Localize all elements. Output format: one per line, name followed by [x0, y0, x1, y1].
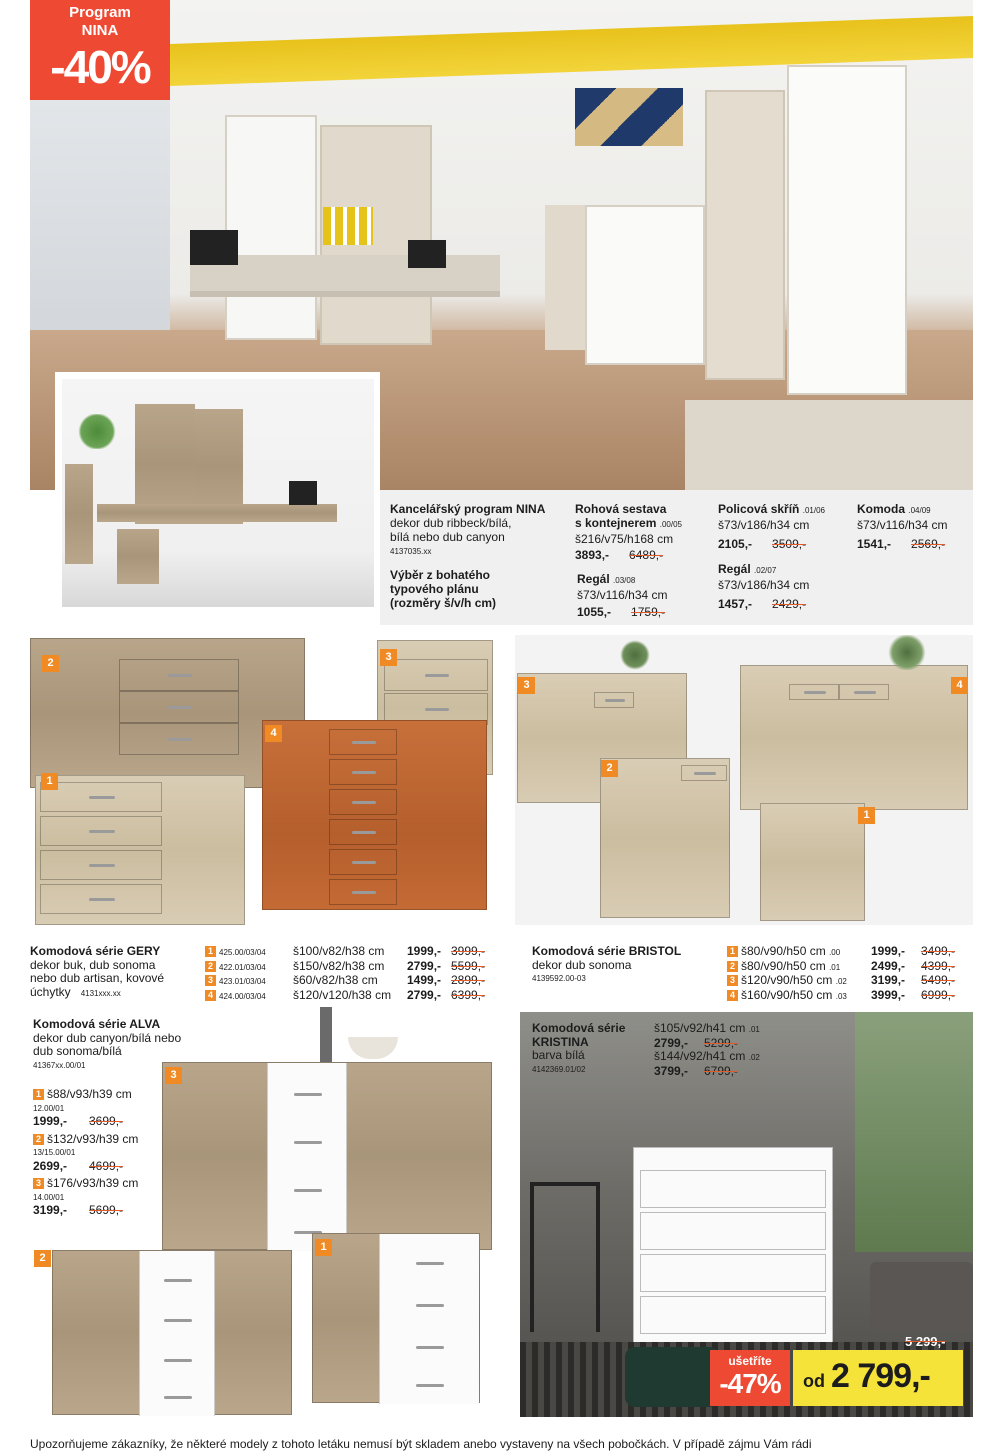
row-number: 2 — [205, 961, 216, 972]
bristol-desc: dekor dub sonoma — [532, 957, 632, 972]
kristina-old-big-price: 5 299,- — [905, 1334, 946, 1349]
item-name: Policová skříň — [718, 502, 800, 516]
window-green — [855, 1012, 973, 1252]
row-price: 3199,- — [33, 1203, 68, 1217]
badge-3: 3 — [518, 677, 535, 694]
item-price: 3893,- — [575, 548, 610, 562]
gery-row-1 — [205, 945, 495, 960]
row-dims: š160/v90/h50 cm — [741, 987, 833, 1002]
badge-1: 1 — [858, 807, 875, 824]
shelf-unit-2 — [545, 205, 587, 350]
nina-inset-photo — [55, 372, 380, 612]
cushion-green — [625, 1347, 720, 1407]
gery-row-2 — [205, 960, 495, 975]
gery2-drawer — [119, 723, 239, 755]
row-dims: š176/v93/h39 cm — [47, 1176, 139, 1190]
row-price: 2499,- — [871, 958, 906, 973]
savings-percent: -47% — [719, 1368, 781, 1399]
item-name: Rohová sestava — [575, 502, 667, 516]
alva3-drawer-column — [267, 1063, 347, 1251]
alva1-drawer-column — [379, 1234, 479, 1404]
row-price: 1999,- — [33, 1114, 68, 1128]
row-number: 4 — [205, 990, 216, 1001]
footer-note: Upozorňujeme zákazníky, že některé modely z tohoto letáku nemusí být skladem anebo vystaveny na všech pobočkách. V případě zájmu Vám rádi — [30, 1437, 812, 1451]
item-code: .02/07 — [754, 566, 777, 575]
row-number: 2 — [33, 1134, 44, 1145]
row-price: 1999,- — [407, 944, 442, 958]
bowl-decor — [348, 1037, 398, 1059]
row-price: 2699,- — [33, 1158, 68, 1173]
kristina-drawer — [640, 1296, 826, 1334]
bristol-cabinet-4 — [740, 665, 968, 810]
row-old: 6799,- — [704, 1063, 739, 1078]
bristol2-drawer — [681, 765, 727, 781]
plant-decor-2 — [887, 635, 927, 670]
row-code: .01 — [829, 962, 841, 972]
nina-item-policova — [718, 502, 858, 551]
item-dims: š73/v186/h34 cm — [718, 518, 810, 532]
badge-2: 2 — [601, 760, 618, 777]
row-code: 425.00/03/04 — [219, 948, 266, 957]
row-code: 424.00/03/04 — [219, 991, 266, 1001]
kristina-drawer — [640, 1254, 826, 1292]
gery-cabinet-4 — [262, 720, 487, 910]
inset-shelf-left — [65, 464, 93, 564]
row-price: 2799,- — [407, 987, 442, 1002]
nina-title: Kancelářský program NINA — [390, 502, 546, 516]
badge-1: 1 — [41, 773, 58, 790]
gery-cabinet-1 — [35, 775, 245, 925]
bristol-code: 4139592.00-03 — [532, 974, 586, 983]
big-price: 2 799,- — [831, 1357, 930, 1395]
wardrobe-white-left — [225, 115, 317, 340]
promo-line2: NINA — [81, 22, 119, 39]
item-old-price: 2429,- — [772, 597, 807, 611]
row-dims: š144/v92/h41 cm — [654, 1049, 746, 1063]
row-code: .00 — [829, 948, 841, 957]
row-dims: š132/v93/h39 cm — [47, 1131, 139, 1146]
gery3-drawer — [384, 659, 488, 691]
yellow-binders-1 — [323, 207, 373, 245]
row-dims: š80/v90/h50 cm — [741, 944, 826, 958]
bristol4-drawer — [839, 684, 889, 700]
row-price: 1999,- — [871, 944, 906, 958]
inset-desk — [97, 504, 337, 522]
alva2-drawer-column — [139, 1251, 215, 1416]
badge-2: 2 — [42, 655, 59, 672]
gery-text — [30, 945, 205, 1000]
gery-row-3 — [205, 974, 495, 989]
gery1-drawer — [40, 816, 162, 846]
row-old: 5599,- — [451, 958, 486, 973]
row-number: 3 — [33, 1178, 44, 1189]
nina-desc2: bílá nebo dub canyon — [390, 530, 505, 544]
row-price: 3799,- — [654, 1063, 689, 1078]
alva-cabinet-3 — [162, 1062, 492, 1250]
row-old: 3499,- — [921, 944, 956, 958]
item-name: Regál — [577, 572, 610, 586]
row-code: .01 — [748, 1025, 760, 1034]
badge-4: 4 — [265, 725, 282, 742]
nina-note2: typového plánu — [390, 582, 479, 596]
bristol4-drawer — [789, 684, 839, 700]
gery2-drawer — [119, 691, 239, 723]
badge-1: 1 — [315, 1239, 332, 1256]
gery-image — [30, 635, 500, 935]
row-old: 3699,- — [89, 1114, 124, 1128]
bristol-row-1 — [727, 945, 973, 960]
inset-plant — [77, 414, 117, 449]
laptop-1 — [190, 230, 238, 265]
ottoman — [870, 1262, 973, 1332]
gery4-drawer — [329, 789, 397, 815]
row-dims: š150/v82/h38 cm — [293, 958, 385, 973]
savings-badge — [710, 1350, 790, 1406]
nina-item-regal-2 — [718, 562, 858, 611]
item-name: Komoda — [857, 502, 905, 516]
bristol-title: Komodová série BRISTOL — [532, 944, 682, 958]
chair — [530, 1182, 600, 1332]
row-old: 2899,- — [451, 973, 486, 987]
row-number: 3 — [205, 975, 216, 986]
row-dims: š120/v90/h50 cm — [741, 973, 833, 987]
item-price: 1055,- — [577, 605, 612, 619]
gery-row-4 — [205, 989, 495, 1004]
row-old: 6399,- — [451, 987, 486, 1002]
row-price: 2799,- — [407, 958, 442, 973]
kristina-drawer — [640, 1212, 826, 1250]
row-dims: š60/v82/h38 cm — [293, 973, 378, 987]
item-price: 1541,- — [857, 537, 892, 551]
row-number: 3 — [727, 975, 738, 986]
row-old: 5299,- — [704, 1035, 739, 1050]
row-old: 4699,- — [89, 1158, 124, 1173]
row-code: .02 — [748, 1053, 760, 1062]
inset-laptop — [289, 481, 317, 505]
kristina-title1: Komodová série — [532, 1021, 626, 1035]
gery-title: Komodová série GERY — [30, 944, 161, 958]
row-code: 14.00/01 — [33, 1192, 65, 1202]
item-name2: s kontejnerem — [575, 516, 657, 530]
nina-item-corner — [575, 502, 715, 562]
bristol-cabinet-2 — [600, 758, 730, 918]
alva-cabinet-1 — [312, 1233, 480, 1403]
promo-line1: Program — [69, 4, 131, 21]
item-price: 2105,- — [718, 537, 753, 551]
row-number: 2 — [727, 961, 738, 972]
bristol3-drawer — [594, 692, 634, 708]
row-dims: š88/v93/h39 cm — [47, 1087, 132, 1101]
alva-title: Komodová série ALVA — [33, 1017, 161, 1031]
row-price: 3999,- — [871, 987, 906, 1002]
price-from-label: od — [803, 1371, 825, 1391]
kristina-chest — [633, 1147, 833, 1345]
nina-code: 4137035.xx — [390, 547, 432, 556]
kristina-text — [532, 1022, 652, 1076]
item-dims: š73/v116/h34 cm — [857, 518, 948, 532]
alva-desc1: dekor dub canyon/bílá nebo — [33, 1030, 182, 1045]
row-old: 3999,- — [451, 944, 486, 958]
gery-code: 4131xxx.xx — [80, 988, 121, 998]
bristol-row-3 — [727, 974, 973, 989]
alva-code: 41367xx.00/01 — [33, 1060, 86, 1070]
bristol-text — [532, 945, 722, 986]
bristol-row-4 — [727, 989, 973, 1004]
painting — [575, 88, 683, 146]
row-old: 4399,- — [921, 958, 956, 973]
item-price: 1457,- — [718, 597, 753, 611]
gery-desc1: dekor buk, dub sonoma — [30, 957, 156, 972]
corner-table — [685, 400, 973, 490]
nina-desc1: dekor dub ribbeck/bílá, — [390, 516, 512, 530]
row-code: 12.00/01 — [33, 1103, 65, 1113]
alva-image — [30, 1005, 510, 1415]
kristina-drawer — [640, 1170, 826, 1208]
promo-discount: -40% — [50, 41, 150, 93]
bristol-price-table — [727, 945, 973, 1003]
row-code: 422.01/03/04 — [219, 962, 266, 972]
alva-cabinet-2 — [52, 1250, 292, 1415]
row-number: 4 — [727, 990, 738, 1001]
gery-desc3: úchytky — [30, 984, 71, 999]
row-number: 1 — [727, 946, 738, 957]
nina-item-komoda — [857, 502, 972, 551]
gery1-drawer — [40, 782, 162, 812]
laptop-2 — [408, 240, 446, 268]
gery2-drawer — [119, 659, 239, 691]
row-code: 13/15.00/01 — [33, 1148, 76, 1157]
row-code: .02 — [835, 977, 847, 986]
row-number: 1 — [33, 1089, 44, 1100]
alva-desc2: dub sonoma/bílá — [33, 1044, 122, 1058]
gery-desc2: nebo dub artisan, kovové — [30, 971, 165, 985]
item-dims: š73/v116/h34 cm — [577, 588, 668, 602]
row-dims: š120/v120/h38 cm — [293, 987, 392, 1002]
badge-3: 3 — [165, 1067, 182, 1084]
inset-container — [117, 529, 159, 584]
gery4-drawer — [329, 729, 397, 755]
gery1-drawer — [40, 884, 162, 914]
row-old: 5499,- — [921, 973, 956, 987]
nina-main-text — [390, 502, 570, 610]
row-price: 2799,- — [654, 1035, 689, 1050]
nina-note1: Výběr z bohatého — [390, 568, 491, 582]
badge-2: 2 — [34, 1250, 51, 1267]
item-code: .01/06 — [802, 506, 825, 515]
kristina-title2: KRISTINA — [532, 1034, 589, 1049]
badge-4: 4 — [951, 677, 968, 694]
item-code: .04/09 — [908, 506, 931, 515]
gery4-drawer — [329, 849, 397, 875]
item-old-price: 1759,- — [631, 605, 666, 619]
item-code: .00/05 — [659, 520, 682, 529]
plant-decor-1 — [620, 640, 650, 670]
bristol-cabinet-1 — [760, 803, 865, 921]
shelf-unit-3 — [705, 90, 785, 380]
vase-decor — [320, 1007, 332, 1062]
price-tag — [793, 1350, 963, 1406]
savings-label: ušetříte — [728, 1354, 772, 1368]
row-old: 6999,- — [921, 987, 956, 1002]
row-number: 1 — [205, 946, 216, 957]
nina-item-regal-1 — [577, 572, 717, 619]
promo-badge — [30, 0, 170, 100]
item-name: Regál — [718, 562, 751, 576]
row-price: 3199,- — [871, 973, 906, 987]
sideboard-white — [585, 205, 705, 365]
item-old-price: 2569,- — [911, 537, 946, 551]
kristina-price-list — [654, 1022, 804, 1078]
row-dims: š105/v92/h41 cm — [654, 1021, 746, 1035]
gery4-drawer — [329, 819, 397, 845]
item-code: .03/08 — [613, 576, 636, 585]
gery4-drawer — [329, 759, 397, 785]
row-code: .03 — [835, 991, 847, 1001]
wardrobe-white-right — [787, 65, 907, 395]
gery1-drawer — [40, 850, 162, 880]
row-dims: š80/v90/h50 cm — [741, 958, 826, 973]
row-code: 423.01/03/04 — [219, 977, 266, 986]
badge-3: 3 — [380, 649, 397, 666]
item-dims: š73/v186/h34 cm — [718, 578, 810, 592]
nina-note3: (rozměry š/v/h cm) — [390, 596, 497, 610]
item-old-price: 3509,- — [772, 537, 807, 551]
row-dims: š100/v82/h38 cm — [293, 944, 385, 958]
bristol-row-2 — [727, 960, 973, 975]
item-dims: š216/v75/h168 cm — [575, 532, 674, 546]
gery4-drawer — [329, 879, 397, 905]
bristol-image — [515, 635, 973, 925]
gery-price-table — [205, 945, 495, 1003]
kristina-code: 4142369.01/02 — [532, 1064, 586, 1074]
row-price: 1499,- — [407, 973, 442, 987]
kristina-desc: barva bílá — [532, 1048, 585, 1062]
item-old-price: 6489,- — [629, 548, 664, 562]
row-old: 5699,- — [89, 1203, 124, 1217]
